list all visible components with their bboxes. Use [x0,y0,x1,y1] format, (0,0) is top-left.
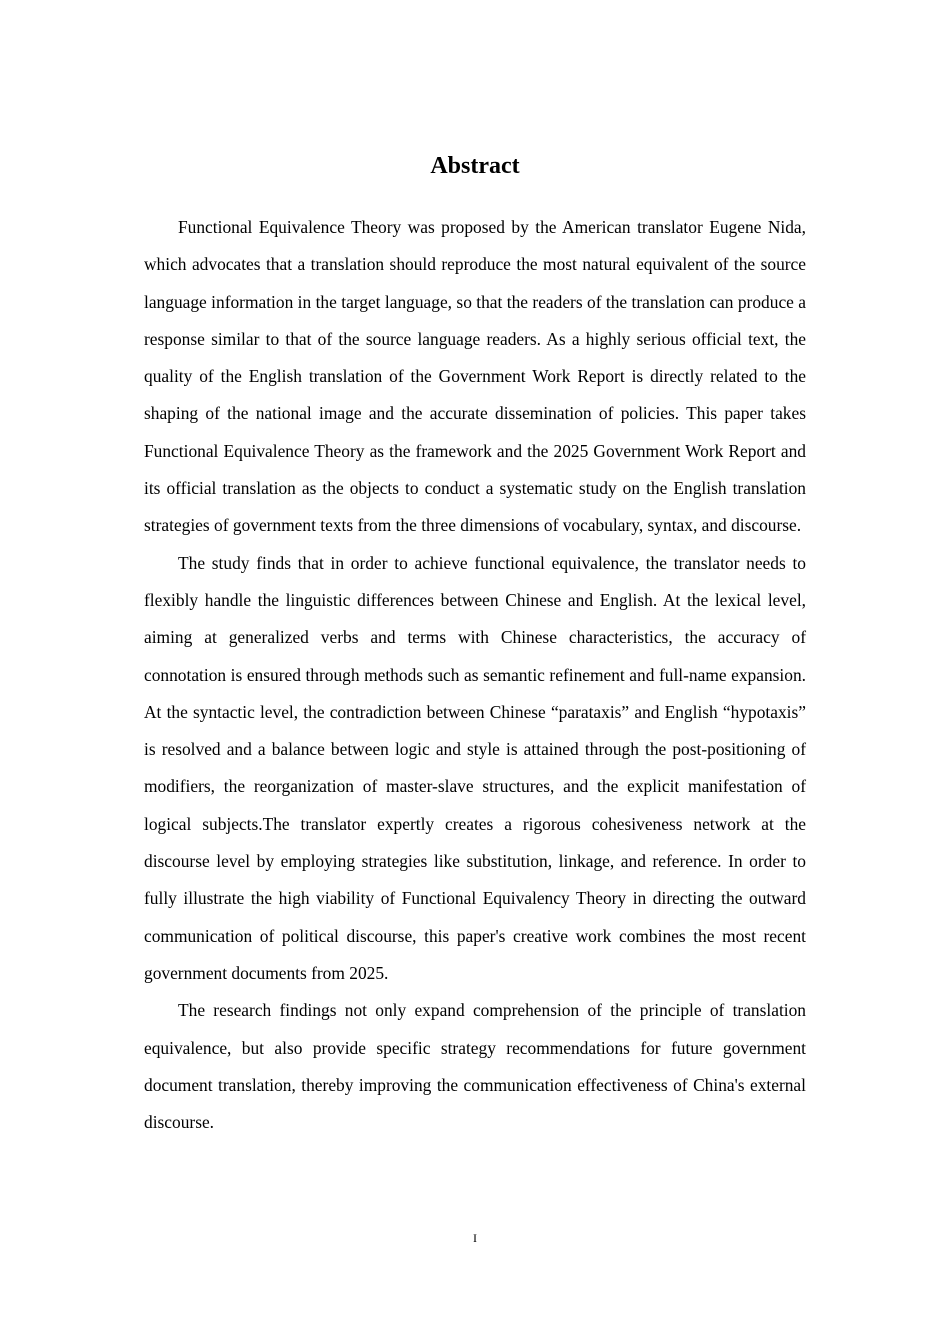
abstract-paragraph-1: Functional Equivalence Theory was proposed by the American translator Eugene Nida, which advocates that a translation should reproduce the most natural equivalent of the source language information in the target language, so that the readers of the translation can produce a response similar to that of the source language readers. As a highly serious official text, the quality of the English translation of the Government Work Report is directly related to the shaping of the national image and the accurate dissemination of policies. This paper takes Functional Equivalence Theory as the framework and the 2025 Government Work Report and its official translation as the objects to conduct a systematic study on the English translation strategies of government texts from the three dimensions of vocabulary, syntax, and discourse. [144,217,806,536]
page-number: I [473,1231,477,1245]
abstract-body [144,209,806,1141]
abstract-paragraph-2: The study finds that in order to achieve functional equivalence, the translator needs to flexibly handle the linguistic differences between Chinese and English. At the lexical level, aiming at generalized verbs and terms with Chinese characteristics, the accuracy of connotation is ensured through methods such as semantic refinement and full-name expansion. At the syntactic level, the contradiction between Chinese “parataxis” and English “hypotaxis” is resolved and a balance between logic and style is attained through the post-positioning of modifiers, the reorganization of master-slave structures, and the explicit manifestation of logical subjects.The translator expertly creates a rigorous cohesiveness network at the discourse level by employing strategies like substitution, linkage, and reference. In order to fully illustrate the high viability of Functional Equivalency Theory in directing the outward communication of political discourse, this paper's creative work combines the most recent government documents from 2025. [144,552,806,983]
page-title: Abstract [430,153,520,179]
abstract-paragraph-3: The research findings not only expand comprehension of the principle of translation equivalence, but also provide specific strategy recommendations for future government document translation, thereby improving the communication effectiveness of China's external discourse. [144,1000,806,1133]
